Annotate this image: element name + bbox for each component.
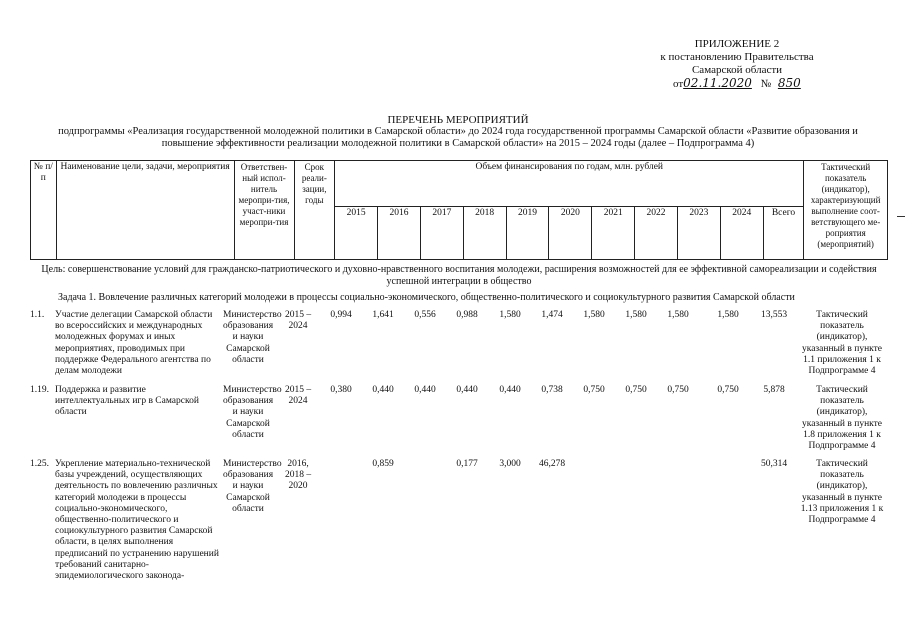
task-text: Задача 1. Вовлечение различных категорий молодежи в процессы социально-экономического, общественно-политического и социокультурного развития Самарской области bbox=[58, 292, 795, 303]
row-num: 1.25. bbox=[30, 459, 49, 469]
header-year: 2015 bbox=[335, 207, 378, 260]
row-value: 0,750 bbox=[625, 385, 647, 395]
row-value: 1,474 bbox=[541, 310, 563, 320]
margin-mark bbox=[897, 216, 905, 217]
header-year: 2021 bbox=[592, 207, 635, 260]
goal-text: Цель: совершенствование условий для гражданско-патриотического и духовно-нравственного воспитания молодежи, расширения возможностей для ее эффективной самореализации и содействия успешной интеграции в общество bbox=[41, 264, 877, 287]
header-name: Наименование цели, задачи, мероприятия bbox=[56, 161, 234, 260]
appendix-title: ПРИЛОЖЕНИЕ 2 bbox=[694, 38, 780, 50]
row-responsible: Министерство образования и науки Самарской области bbox=[223, 310, 282, 365]
row-value: 0,988 bbox=[456, 310, 478, 320]
row-value: 1,641 bbox=[372, 310, 394, 320]
row-value: 3,000 bbox=[499, 459, 521, 469]
header-year: 2024 bbox=[720, 207, 763, 260]
appendix-block bbox=[647, 38, 827, 91]
row-value: 0,440 bbox=[414, 385, 436, 395]
row-value: 0,440 bbox=[456, 385, 478, 395]
header-total: Всего bbox=[763, 207, 804, 260]
appendix-number: 850 bbox=[777, 76, 801, 90]
appendix-line2: к постановлению Правительства bbox=[660, 51, 814, 63]
appendix-date-line bbox=[647, 77, 827, 91]
row-value: 0,440 bbox=[499, 385, 521, 395]
row-term: 2016, 2018 – 2020 bbox=[284, 459, 312, 492]
header-funding: Объем финансирования по годам, млн. рублей bbox=[335, 161, 804, 207]
row-value: 0,994 bbox=[330, 310, 352, 320]
row-value: 1,580 bbox=[583, 310, 605, 320]
row-name: Укрепление материально-технической базы учреждений, осуществляющих деятельность по вовлечению различных категорий молодежи в процессы социально-экономического, общественно-политического и социокультурного развития Самарской области, в целях выполнения предписаний по устранению нарушений требований санитарно-эпидемиологического законода- bbox=[55, 459, 219, 582]
header-num: № п/п bbox=[31, 161, 57, 260]
header-year: 2023 bbox=[677, 207, 720, 260]
row-num: 1.1. bbox=[30, 310, 45, 320]
row-value: 0,556 bbox=[414, 310, 436, 320]
row-value: 46,278 bbox=[538, 459, 566, 469]
num-prefix: № bbox=[760, 78, 772, 90]
row-value: 0,440 bbox=[372, 385, 394, 395]
row-term: 2015 – 2024 bbox=[284, 385, 312, 407]
row-value: 1,580 bbox=[625, 310, 647, 320]
row-name: Поддержка и развитие интеллектуальных игр в Самарской области bbox=[55, 385, 199, 418]
header-year: 2019 bbox=[506, 207, 549, 260]
appendix-date: 02.11.2020 bbox=[683, 76, 752, 90]
row-value: 0,380 bbox=[330, 385, 352, 395]
row-value: 0,750 bbox=[667, 385, 689, 395]
header-year: 2018 bbox=[463, 207, 506, 260]
document-header bbox=[40, 114, 876, 150]
row-indicator: Тактический показатель (индикатор), указанный в пункте 1.13 приложения 1 к Подпрограмме 4 bbox=[800, 459, 884, 526]
document-title: ПЕРЕЧЕНЬ МЕРОПРИЯТИЙ bbox=[387, 114, 529, 126]
row-term: 2015 – 2024 bbox=[284, 310, 312, 332]
header-indicator: Тактический показатель (индикатор), характеризующий выполнение соот-ветствующего ме-роприятия (мероприятий) bbox=[804, 161, 888, 260]
row-indicator: Тактический показатель (индикатор), указанный в пункте 1.8 приложения 1 к Подпрограмме 4 bbox=[801, 385, 883, 452]
row-value: 0,177 bbox=[456, 459, 478, 469]
row-value: 0,750 bbox=[717, 385, 739, 395]
row-value: 1,580 bbox=[717, 310, 739, 320]
row-total: 13,553 bbox=[760, 310, 788, 320]
row-responsible: Министерство образования и науки Самарской области bbox=[223, 385, 282, 440]
measures-table-header bbox=[30, 160, 888, 260]
row-name: Участие делегации Самарской области во всероссийских и международных молодежных форумах и иных мероприятиях, проводимых при поддержке Федерального агентства по делам молодежи bbox=[55, 310, 213, 377]
row-value: 0,859 bbox=[372, 459, 394, 469]
row-value: 0,750 bbox=[583, 385, 605, 395]
header-year: 2016 bbox=[378, 207, 421, 260]
date-prefix: от bbox=[673, 78, 684, 90]
row-value: 1,580 bbox=[499, 310, 521, 320]
header-year: 2022 bbox=[635, 207, 678, 260]
row-responsible: Министерство образования и науки Самарской области bbox=[223, 459, 282, 514]
document-subtitle: подпрограммы «Реализация государственной молодежной политики в Самарской области» до 2024 года государственной программы Самарской области «Развитие образования и повышение эффективности реализации молодежной политики в Самарской области» на 2015 – 2024 годы (далее – Подпрограмма 4) bbox=[58, 126, 858, 149]
header-year: 2020 bbox=[549, 207, 592, 260]
appendix-line3: Самарской области bbox=[691, 64, 783, 76]
row-num: 1.19. bbox=[30, 385, 49, 395]
header-responsible: Ответствен-ный испол-нитель меропри-тия, участ-ники меропри-тия bbox=[234, 161, 294, 260]
header-year: 2017 bbox=[420, 207, 463, 260]
header-term: Срок реали-зации, годы bbox=[294, 161, 335, 260]
row-indicator: Тактический показатель (индикатор), указанный в пункте 1.1 приложения 1 к Подпрограмме 4 bbox=[801, 310, 883, 377]
row-total: 5,878 bbox=[763, 385, 785, 395]
row-value: 0,738 bbox=[541, 385, 563, 395]
row-total: 50,314 bbox=[760, 459, 788, 469]
row-value: 1,580 bbox=[667, 310, 689, 320]
